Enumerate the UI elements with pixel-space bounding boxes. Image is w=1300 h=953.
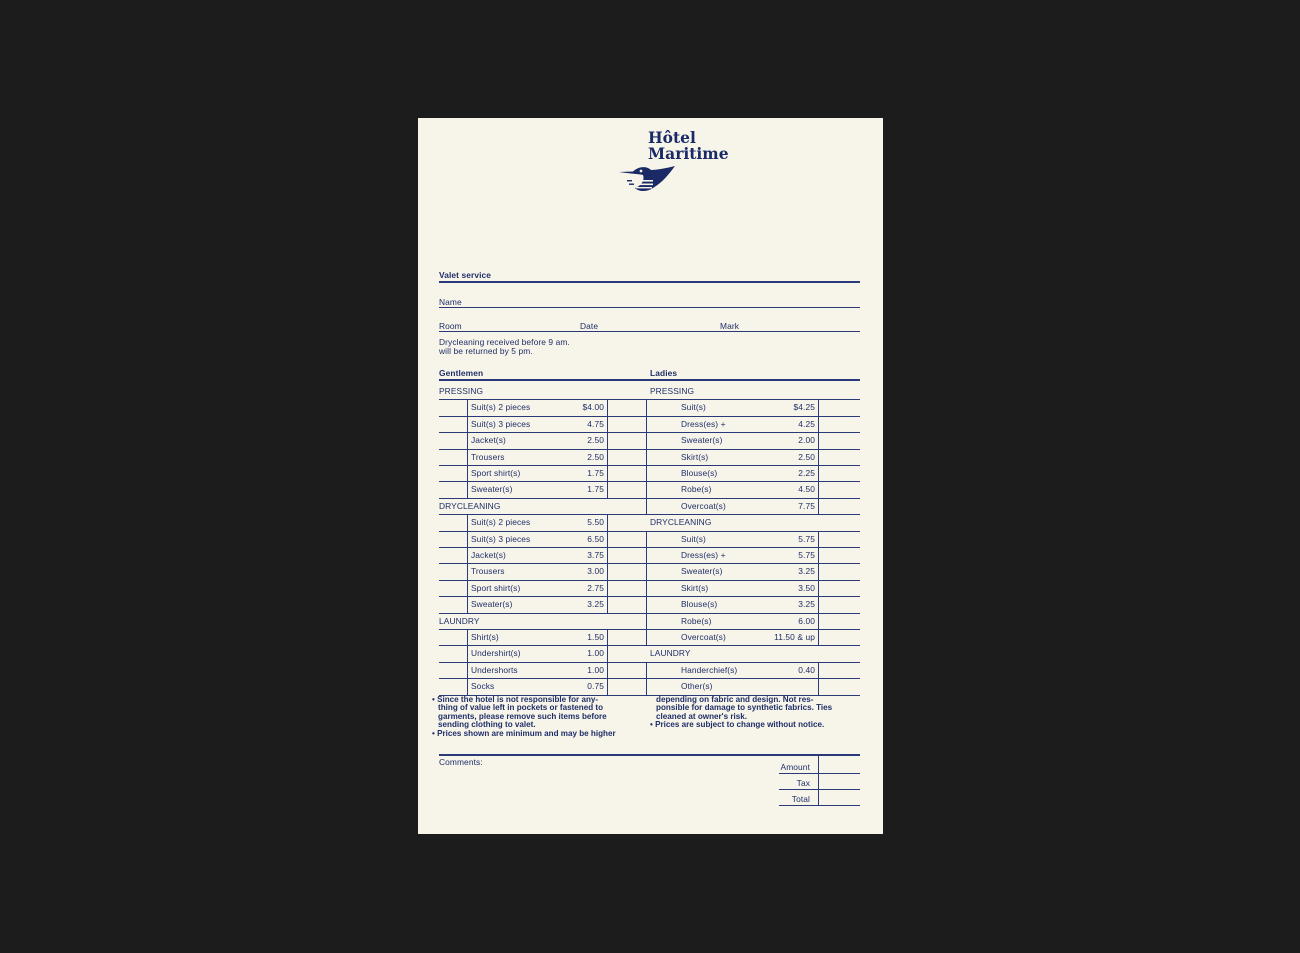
table-price-divider	[818, 678, 819, 694]
table-row-rule	[439, 416, 650, 417]
note-left-line-5: • Prices shown are minimum and may be higher	[432, 728, 616, 738]
table-qty-divider	[646, 629, 647, 645]
table-row-rule	[650, 629, 860, 630]
gentlemen-drycleaning-item-0: Suit(s) 2 pieces	[471, 517, 531, 528]
table-price-divider	[818, 613, 819, 629]
table-row-rule	[650, 547, 860, 548]
note-left-line-4: sending clothing to valet.	[438, 720, 536, 730]
gentlemen-drycleaning-qty-4[interactable]	[439, 580, 467, 596]
table-row-rule	[650, 580, 860, 581]
gentlemen-pressing-qty-1[interactable]	[439, 416, 467, 432]
ladies-pressing-label-rule	[650, 399, 860, 400]
gentlemen-pressing-qty-5[interactable]	[439, 481, 467, 497]
gentlemen-laundry-qty-0[interactable]	[439, 629, 467, 645]
ladies-drycleaning-price-4: 3.25	[798, 599, 815, 610]
gentlemen-drycleaning-qty-2[interactable]	[439, 547, 467, 563]
ladies-drycleaning-item-5: Robe(s)	[681, 615, 712, 626]
ladies-pressing-item-1: Dress(es) +	[681, 418, 726, 429]
note-right-line-2: ponsible for damage to synthetic fabrics. Ties	[656, 703, 833, 713]
gentlemen-laundry-label-rule	[439, 629, 650, 630]
note-left-line-1: • Since the hotel is not responsible for any-	[432, 695, 599, 704]
table-price-divider	[607, 399, 608, 415]
ladies-drycleaning-item-0: Suit(s)	[681, 533, 706, 544]
table-row-rule	[650, 596, 860, 597]
tax-field[interactable]	[779, 789, 860, 790]
table-row-rule	[650, 645, 860, 646]
table-row-rule	[439, 580, 650, 581]
table-price-divider	[818, 580, 819, 596]
total-label: Total	[791, 794, 810, 804]
table-row-rule	[650, 678, 860, 679]
table-price-divider	[818, 432, 819, 448]
ladies-header: Ladies	[650, 368, 678, 378]
table-qty-divider	[646, 662, 647, 678]
table-row-rule	[439, 465, 650, 466]
table-qty-divider	[646, 580, 647, 596]
table-price-divider	[607, 465, 608, 481]
table-row-rule	[650, 416, 860, 417]
table-qty-divider	[646, 547, 647, 563]
totals-divider	[818, 756, 819, 806]
table-qty-divider	[646, 678, 647, 694]
table-row-rule	[439, 645, 650, 646]
gentlemen-drycleaning-qty-1[interactable]	[439, 531, 467, 547]
ladies-pressing-price-0: $4.25	[793, 402, 815, 413]
table-price-divider	[818, 531, 819, 547]
ladies-pressing-price-6: 7.75	[798, 500, 815, 511]
table-qty-divider	[467, 662, 468, 678]
table-qty-divider	[646, 432, 647, 448]
table-price-divider	[818, 596, 819, 612]
table-qty-divider	[467, 432, 468, 448]
table-qty-divider	[646, 531, 647, 547]
table-price-divider	[607, 531, 608, 547]
table-price-divider	[818, 481, 819, 497]
table-qty-divider	[646, 449, 647, 465]
table-qty-divider	[467, 629, 468, 645]
table-qty-divider	[646, 399, 647, 415]
gentlemen-pressing-price-5: 1.75	[587, 484, 604, 495]
room-label: Room	[439, 321, 462, 331]
gentlemen-header: Gentlemen	[439, 368, 484, 378]
table-price-divider	[607, 416, 608, 432]
gentlemen-drycleaning-label: DRYCLEANING	[439, 500, 501, 511]
gentlemen-laundry-item-3: Socks	[471, 681, 495, 692]
note-right-line-1: depending on fabric and design. Not res-	[656, 695, 814, 704]
table-row-rule	[650, 449, 860, 450]
footer-rule	[439, 754, 860, 756]
gentlemen-drycleaning-qty-0[interactable]	[439, 514, 467, 530]
total-field[interactable]	[779, 805, 860, 806]
notes-right	[650, 696, 832, 730]
gentlemen-pressing-price-3: 2.50	[587, 451, 604, 462]
table-qty-divider	[467, 580, 468, 596]
table-qty-divider	[467, 514, 468, 530]
table-qty-divider	[467, 678, 468, 694]
gentlemen-drycleaning-qty-3[interactable]	[439, 563, 467, 579]
table-qty-divider	[467, 481, 468, 497]
ladies-laundry-item-0: Handerchief(s)	[681, 664, 738, 675]
table-qty-divider	[646, 416, 647, 432]
gentlemen-pressing-price-0: $4.00	[582, 402, 604, 413]
gentlemen-pressing-item-5: Sweater(s)	[471, 484, 513, 495]
gentlemen-pressing-qty-0[interactable]	[439, 399, 467, 415]
gentlemen-laundry-price-2: 1.00	[587, 664, 604, 675]
gentlemen-laundry-item-2: Undershorts	[471, 664, 518, 675]
ladies-pressing-label: PRESSING	[650, 386, 695, 396]
gentlemen-pressing-item-0: Suit(s) 2 pieces	[471, 402, 531, 413]
table-row-rule	[439, 563, 650, 564]
table-qty-divider	[646, 498, 647, 514]
gentlemen-drycleaning-price-1: 6.50	[587, 533, 604, 544]
table-price-divider	[818, 399, 819, 415]
ladies-drycleaning-price-5: 6.00	[798, 615, 815, 626]
ladies-pressing-price-4: 2.25	[798, 468, 815, 478]
table-price-divider	[607, 432, 608, 448]
table-qty-divider	[467, 547, 468, 563]
gentlemen-laundry-label: LAUNDRY	[439, 615, 480, 626]
table-row-rule	[650, 498, 860, 499]
valet-service-form	[418, 118, 883, 834]
gentlemen-pressing-price-2: 2.50	[587, 435, 604, 446]
name-label: Name	[439, 297, 462, 307]
table-qty-divider	[467, 563, 468, 579]
table-row-rule	[439, 613, 650, 614]
gentlemen-laundry-qty-3[interactable]	[439, 678, 467, 694]
gentlemen-pressing-label-rule	[439, 399, 650, 400]
table-qty-divider	[467, 399, 468, 415]
table-qty-divider	[467, 596, 468, 612]
table-price-divider	[818, 449, 819, 465]
ladies-drycleaning-item-2: Sweater(s)	[681, 566, 723, 577]
ladies-drycleaning-price-6: 11.50 & up	[774, 632, 815, 642]
gentlemen-pressing-qty-2[interactable]	[439, 432, 467, 448]
drycleaning-notice-line-1: Drycleaning received before 9 am.	[439, 337, 570, 347]
ladies-pressing-price-1: 4.25	[798, 418, 815, 429]
gentlemen-drycleaning-price-2: 3.75	[587, 550, 604, 560]
table-qty-divider	[467, 645, 468, 661]
mark-label: Mark	[720, 321, 740, 331]
gentlemen-drycleaning-item-2: Jacket(s)	[471, 550, 506, 560]
table-row-rule	[650, 514, 860, 515]
hotel-name-line-2: Maritime	[648, 144, 729, 163]
table-price-divider	[607, 547, 608, 563]
ladies-pressing-item-3: Skirt(s)	[681, 451, 709, 462]
gentlemen-pressing-label: PRESSING	[439, 386, 484, 396]
gentlemen-drycleaning-item-1: Suit(s) 3 pieces	[471, 533, 531, 544]
tax-label: Tax	[796, 778, 810, 788]
ladies-drycleaning-label: DRYCLEANING	[650, 517, 712, 528]
amount-label: Amount	[780, 762, 810, 772]
ladies-drycleaning-price-0: 5.75	[798, 533, 815, 544]
table-price-divider	[818, 498, 819, 514]
table-price-divider	[818, 563, 819, 579]
ladies-pressing-item-4: Blouse(s)	[681, 468, 718, 478]
table-row-rule	[650, 432, 860, 433]
gentlemen-pressing-item-2: Jacket(s)	[471, 435, 506, 446]
gentlemen-drycleaning-price-4: 2.75	[587, 582, 604, 593]
ladies-drycleaning-item-1: Dress(es) +	[681, 550, 726, 560]
table-row-rule	[439, 662, 650, 663]
form-title: Valet service	[439, 270, 492, 280]
ladies-drycleaning-price-1: 5.75	[798, 550, 815, 560]
gentlemen-pressing-item-3: Trousers	[471, 451, 505, 462]
table-row-rule	[439, 547, 650, 548]
note-left-line-3: garments, please remove such items before	[438, 711, 607, 721]
gentlemen-laundry-item-0: Shirt(s)	[471, 632, 499, 642]
gentlemen-drycleaning-qty-5[interactable]	[439, 596, 467, 612]
note-left-line-2: thing of value left in pockets or fastened to	[438, 703, 604, 713]
ladies-pressing-item-0: Suit(s)	[681, 402, 706, 413]
gentlemen-drycleaning-price-5: 3.25	[587, 599, 604, 610]
table-price-divider	[607, 481, 608, 497]
table-price-divider	[607, 629, 608, 645]
gentlemen-pressing-item-4: Sport shirt(s)	[471, 468, 521, 478]
gentlemen-laundry-price-1: 1.00	[587, 648, 604, 659]
table-price-divider	[607, 596, 608, 612]
amount-field[interactable]	[779, 773, 860, 774]
gentlemen-pressing-price-1: 4.75	[587, 418, 604, 429]
gentlemen-pressing-item-1: Suit(s) 3 pieces	[471, 418, 531, 429]
ladies-drycleaning-item-4: Blouse(s)	[681, 599, 718, 610]
ladies-pressing-price-2: 2.00	[798, 435, 815, 446]
table-row-rule	[439, 678, 650, 679]
table-row-rule	[439, 498, 650, 499]
gentlemen-pressing-qty-3[interactable]	[439, 449, 467, 465]
gentlemen-drycleaning-item-5: Sweater(s)	[471, 599, 513, 610]
note-right-line-4: • Prices are subject to change without notice.	[650, 720, 825, 730]
comments-field[interactable]	[439, 768, 769, 808]
hotel-name-line-1: Hôtel	[648, 128, 696, 147]
gentlemen-drycleaning-price-3: 3.00	[587, 566, 604, 577]
drycleaning-notice-line-2: will be returned by 5 pm.	[439, 345, 533, 356]
gentlemen-drycleaning-price-0: 5.50	[587, 517, 604, 528]
table-row-rule	[650, 465, 860, 466]
ladies-pressing-item-5: Robe(s)	[681, 484, 712, 495]
table-price-divider	[818, 416, 819, 432]
table-qty-divider	[646, 563, 647, 579]
table-qty-divider	[646, 613, 647, 629]
table-qty-divider	[467, 416, 468, 432]
comments-label: Comments:	[439, 757, 483, 767]
gentlemen-laundry-price-3: 0.75	[587, 681, 604, 692]
table-qty-divider	[467, 449, 468, 465]
ladies-drycleaning-label-rule	[650, 531, 860, 532]
table-row-rule	[650, 563, 860, 564]
gentlemen-drycleaning-item-3: Trousers	[471, 566, 505, 577]
gentlemen-pressing-qty-4[interactable]	[439, 465, 467, 481]
table-price-divider	[607, 580, 608, 596]
note-right-line-3: cleaned at owner's risk.	[656, 711, 747, 721]
table-price-divider	[607, 645, 608, 661]
gentlemen-drycleaning-item-4: Sport shirt(s)	[471, 582, 521, 593]
gentlemen-laundry-qty-2[interactable]	[439, 662, 467, 678]
table-qty-divider	[467, 531, 468, 547]
ladies-laundry-price-0: 0.40	[798, 664, 815, 675]
table-qty-divider	[646, 465, 647, 481]
table-qty-divider	[646, 596, 647, 612]
table-row-rule	[439, 596, 650, 597]
table-row-rule	[439, 432, 650, 433]
table-price-divider	[818, 465, 819, 481]
table-row-rule	[439, 481, 650, 482]
notes-left	[432, 696, 616, 738]
ladies-pressing-price-3: 2.50	[798, 451, 815, 462]
ladies-pressing-item-2: Sweater(s)	[681, 435, 723, 446]
table-price-divider	[818, 662, 819, 678]
gentlemen-pressing-price-4: 1.75	[587, 468, 604, 478]
table-qty-divider	[467, 465, 468, 481]
table-price-divider	[818, 629, 819, 645]
table-price-divider	[607, 662, 608, 678]
table-row-rule	[650, 613, 860, 614]
gentlemen-laundry-item-1: Undershirt(s)	[471, 648, 521, 659]
ladies-laundry-item-1: Other(s)	[681, 681, 713, 692]
ladies-pressing-item-6: Overcoat(s)	[681, 500, 726, 511]
table-price-divider	[607, 514, 608, 530]
ladies-drycleaning-price-2: 3.25	[798, 566, 815, 577]
table-row-rule	[650, 481, 860, 482]
table-price-divider	[607, 449, 608, 465]
table-price-divider	[607, 563, 608, 579]
gentlemen-laundry-qty-1[interactable]	[439, 645, 467, 661]
table-price-divider	[607, 678, 608, 694]
table-qty-divider	[646, 481, 647, 497]
table-price-divider	[818, 547, 819, 563]
ladies-laundry-label-rule	[650, 662, 860, 663]
ladies-drycleaning-price-3: 3.50	[798, 582, 815, 593]
ladies-drycleaning-item-3: Skirt(s)	[681, 582, 709, 593]
ladies-laundry-label: LAUNDRY	[650, 648, 691, 659]
table-row-rule	[439, 531, 650, 532]
gentlemen-laundry-price-0: 1.50	[587, 632, 604, 642]
date-label: Date	[580, 321, 599, 331]
table-row-rule	[439, 449, 650, 450]
ladies-pressing-price-5: 4.50	[798, 484, 815, 495]
ladies-drycleaning-item-6: Overcoat(s)	[681, 632, 726, 642]
gentlemen-drycleaning-label-rule	[439, 514, 650, 515]
